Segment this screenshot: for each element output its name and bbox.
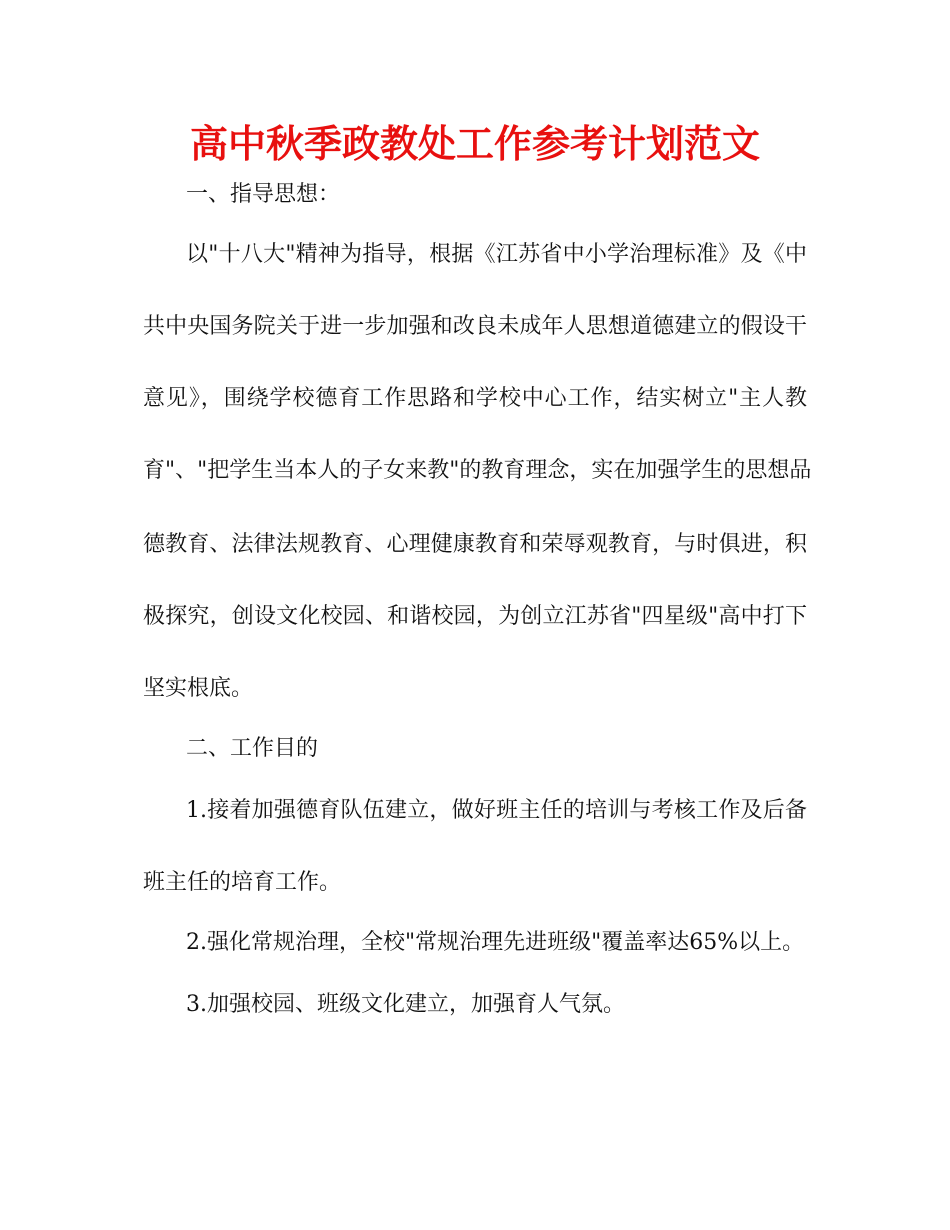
paragraph-line: 共中央国务院关于进一步加强和改良未成年人思想道德建立的假设干: [143, 314, 807, 339]
paragraph-line: 以"十八大"精神为指导，根据《江苏省中小学治理标准》及《中: [186, 242, 807, 267]
paragraph-line: 极探究，创设文化校园、和谐校园，为创立江苏省"四星级"高中打下: [143, 604, 807, 629]
paragraph-line: 德教育、法律法规教育、心理健康教育和荣辱观教育，与时俱进，积: [143, 532, 807, 557]
list-item-line: 3.加强校园、班级文化建立，加强育人气氛。: [186, 992, 625, 1017]
paragraph-line: 坚实根底。: [143, 676, 254, 701]
list-item-line: 班主任的培育工作。: [143, 870, 342, 895]
document-title: 高中秋季政教处工作参考计划范文: [189, 122, 760, 166]
paragraph-line: 育"、"把学生当本人的子女来教"的教育理念，实在加强学生的思想品: [143, 458, 812, 483]
section-heading-work-goals: 二、工作目的: [186, 736, 319, 761]
list-item-line: 1.接着加强德育队伍建立，做好班主任的培训与考核工作及后备: [186, 798, 807, 823]
list-item-line: 2.强化常规治理，全校"常规治理先进班级"覆盖率达65%以上。: [186, 930, 805, 955]
paragraph-line: 意见》，围绕学校德育工作思路和学校中心工作，结实树立"主人教: [143, 386, 807, 411]
section-heading-guiding-thought: 一、指导思想：: [186, 182, 341, 207]
